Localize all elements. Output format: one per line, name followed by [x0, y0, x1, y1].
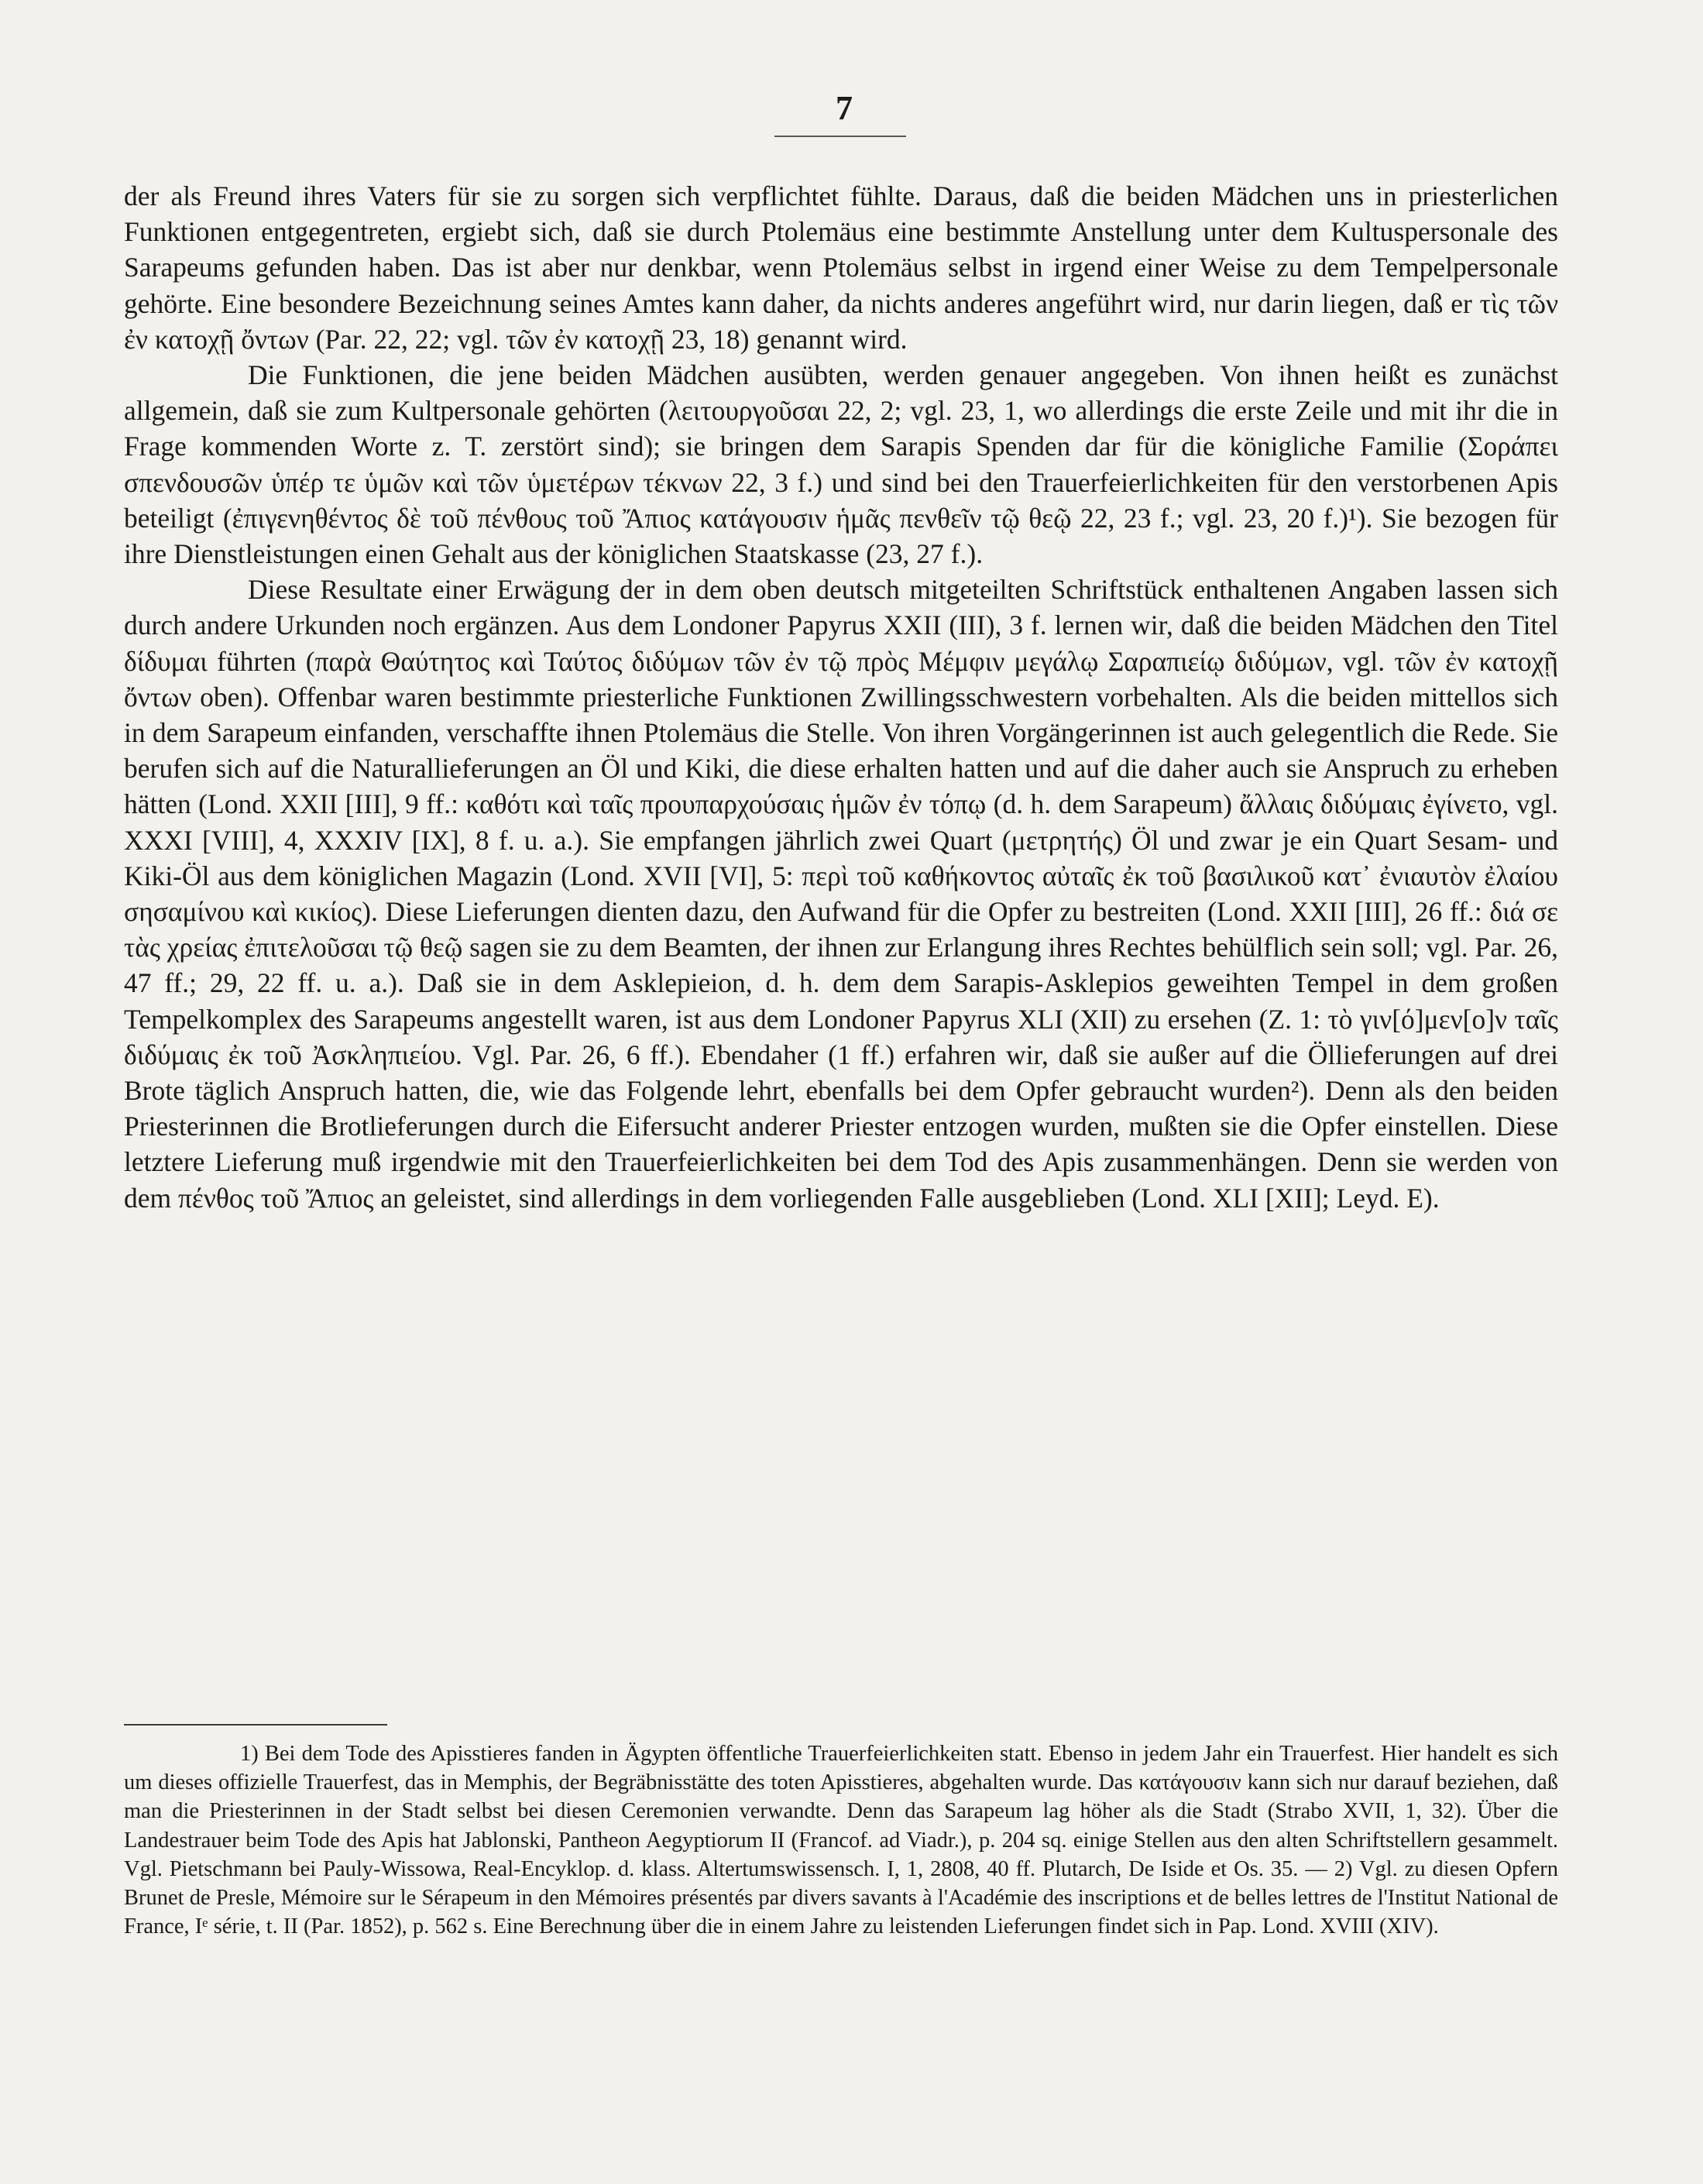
- footnote-text: 1) Bei dem Tode des Apisstieres fanden in Ägypten öffentliche Trauerfeierlichkeiten statt. Ebenso in jedem Jahr ein Trauerfest. Hier handelt es sich um dieses offizielle Trauerfest, das in Memphis, der Begräbnisstätte des toten Apisstieres, abgehalten wurde. Das κατάγουσιν kann sich nur darauf beziehen, daß man die Priesterinnen in der Stadt selbst bei diesen Ceremonien verwandte. Denn das Sarapeum lag höher als die Stadt (Strabo XVII, 1, 32). Über die Landestrauer beim Tode des Apis hat Jablonski, Pantheon Aegyptiorum II (Francof. ad Viadr.), p. 204 sq. einige Stellen aus den alten Schriftstellern gesammelt. Vgl. Pietschmann bei Pauly-Wissowa, Real-Encyklop. d. klass. Altertumswissensch. I, 1, 2808, 40 ff. Plutarch, De Iside et Os. 35. — 2) Vgl. zu diesen Opfern Brunet de Presle, Mémoire sur le Sérapeum in den Mémoires présentés par divers savants à l'Académie des inscriptions et de belles lettres de l'Institut National de France, Iᵉ série, t. II (Par. 1852), p. 562 s. Eine Berechnung über die in einem Jahre zu leistenden Lieferungen findet sich in Pap. Lond. XVIII (XIV).: [124, 1742, 1558, 1939]
- paragraph-2: Die Funktionen, die jene beiden Mädchen ausübten, werden genauer angegeben. Von ihnen heißt es zunächst allgemein, daß sie zum Kultpersonale gehörten (λειτουργοῦσαι 22, 2; vgl. 23, 1, wo allerdings die erste Zeile und mit ihr die in Frage kommenden Worte z. T. zerstört sind); sie bringen dem Sarapis Spenden dar für die königliche Familie (Σοράπει σπενδουσῶν ὑπέρ τε ὑμῶν καὶ τῶν ὑμετέρων τέκνων 22, 3 f.) und sind bei den Trauerfeierlichkeiten für den verstorbenen Apis beteiligt (ἐπιγενηθέντος δὲ τοῦ πένθους τοῦ Ἄπιος κατάγουσιν ἡμᾶς πενθεῖν τῷ θεῷ 22, 23 f.; vgl. 23, 20 f.)¹). Sie bezogen für ihre Dienstleistungen einen Gehalt aus der königlichen Staatskasse (23, 27 f.).: [124, 359, 1558, 570]
- footnote-separator: [124, 1724, 387, 1726]
- page-number-rule: [774, 136, 906, 137]
- paragraph-1: der als Freund ihres Vaters für sie zu sorgen sich verpflichtet fühlte. Daraus, daß die beiden Mädchen uns in priesterlichen Funktionen entgegentreten, ergiebt sich, daß sie durch Ptolemäus eine bestimmte Anstellung unter dem Kultuspersonale des Sarapeums gefunden haben. Das ist aber nur denkbar, wenn Ptolemäus selbst in irgend einer Weise zu dem Tempelpersonale gehörte. Eine besondere Bezeichnung seines Amtes kann daher, da nichts anderes angeführt wird, nur darin liegen, daß er τὶς τῶν ἐν κατοχῇ ὄντων (Par. 22, 22; vgl. τῶν ἐν κατοχῇ 23, 18) genannt wird.: [124, 180, 1558, 355]
- footnotes: [124, 1739, 1558, 1941]
- main-text: [124, 178, 1558, 1216]
- page-number: 7: [836, 89, 853, 127]
- paragraph-3: Diese Resultate einer Erwägung der in dem oben deutsch mitgeteilten Schriftstück enthaltenen Angaben lassen sich durch andere Urkunden noch ergänzen. Aus dem Londoner Papyrus XXII (III), 3 f. lernen wir, daß die beiden Mädchen den Titel δίδυμαι führten (παρὰ Θαύτητος καὶ Ταύτος διδύμων τῶν ἐν τῷ πρὸς Μέμφιν μεγάλῳ Σαραπιείῳ διδύμων, vgl. τῶν ἐν κατοχῇ ὄντων oben). Offenbar waren bestimmte priesterliche Funktionen Zwillingsschwestern vorbehalten. Als die beiden mittellos sich in dem Sarapeum einfanden, verschaffte ihnen Ptolemäus die Stelle. Von ihren Vorgängerinnen ist auch gelegentlich die Rede. Sie berufen sich auf die Naturallieferungen an Öl und Kiki, die diese erhalten hatten und auf die daher auch sie Anspruch zu erheben hätten (Lond. XXII [III], 9 ff.: καθότι καὶ ταῖς προυπαρχούσαις ἡμῶν ἐν τόπῳ (d. h. dem Sarapeum) ἄλλαις διδύμαις ἐγίνετο, vgl. XXXI [VIII], 4, XXXIV [IX], 8 f. u. a.). Sie empfangen jährlich zwei Quart (μετρητής) Öl und zwar je ein Quart Sesam- und Kiki-Öl aus dem königlichen Magazin (Lond. XVII [VI], 5: περὶ τοῦ καθήκοντος αὐταῖς ἐκ τοῦ βασιλικοῦ κατ᾽ ἐνιαυτὸν ἐλαίου σησαμίνου καὶ κικίος). Diese Lieferungen dienten dazu, den Aufwand für die Opfer zu bestreiten (Lond. XXII [III], 26 ff.: διά σε τὰς χρείας ἐπιτελοῦσαι τῷ θεῷ sagen sie zu dem Beamten, der ihnen zur Erlangung ihres Rechtes behülflich sein soll; vgl. Par. 26, 47 ff.; 29, 22 ff. u. a.). Daß sie in dem Asklepieion, d. h. dem dem Sarapis-Asklepios geweihten Tempel in dem großen Tempelkomplex des Sarapeums angestellt waren, ist aus dem Londoner Papyrus XLI (XII) zu ersehen (Z. 1: τὸ γιν[ό]μεν[ο]ν ταῖς διδύμαις ἐκ τοῦ Ἀσκληπιείου. Vgl. Par. 26, 6 ff.). Ebendaher (1 ff.) erfahren wir, daß sie außer auf die Öllieferungen auf drei Brote täglich Anspruch hatten, die, wie das Folgende lehrt, ebenfalls bei dem Opfer gebraucht wurden²). Denn als den beiden Priesterinnen die Brotlieferungen durch die Eifersucht anderer Priester entzogen wurden, mußten sie die Opfer einstellen. Diese letztere Lieferung muß irgendwie mit den Trauerfeierlichkeiten bei dem Tod des Apis zusammenhängen. Denn sie werden von dem πένθος τοῦ Ἄπιος an geleistet, sind allerdings in dem vorliegenden Falle ausgeblieben (Lond. XLI [XII]; Leyd. E).: [124, 574, 1559, 1214]
